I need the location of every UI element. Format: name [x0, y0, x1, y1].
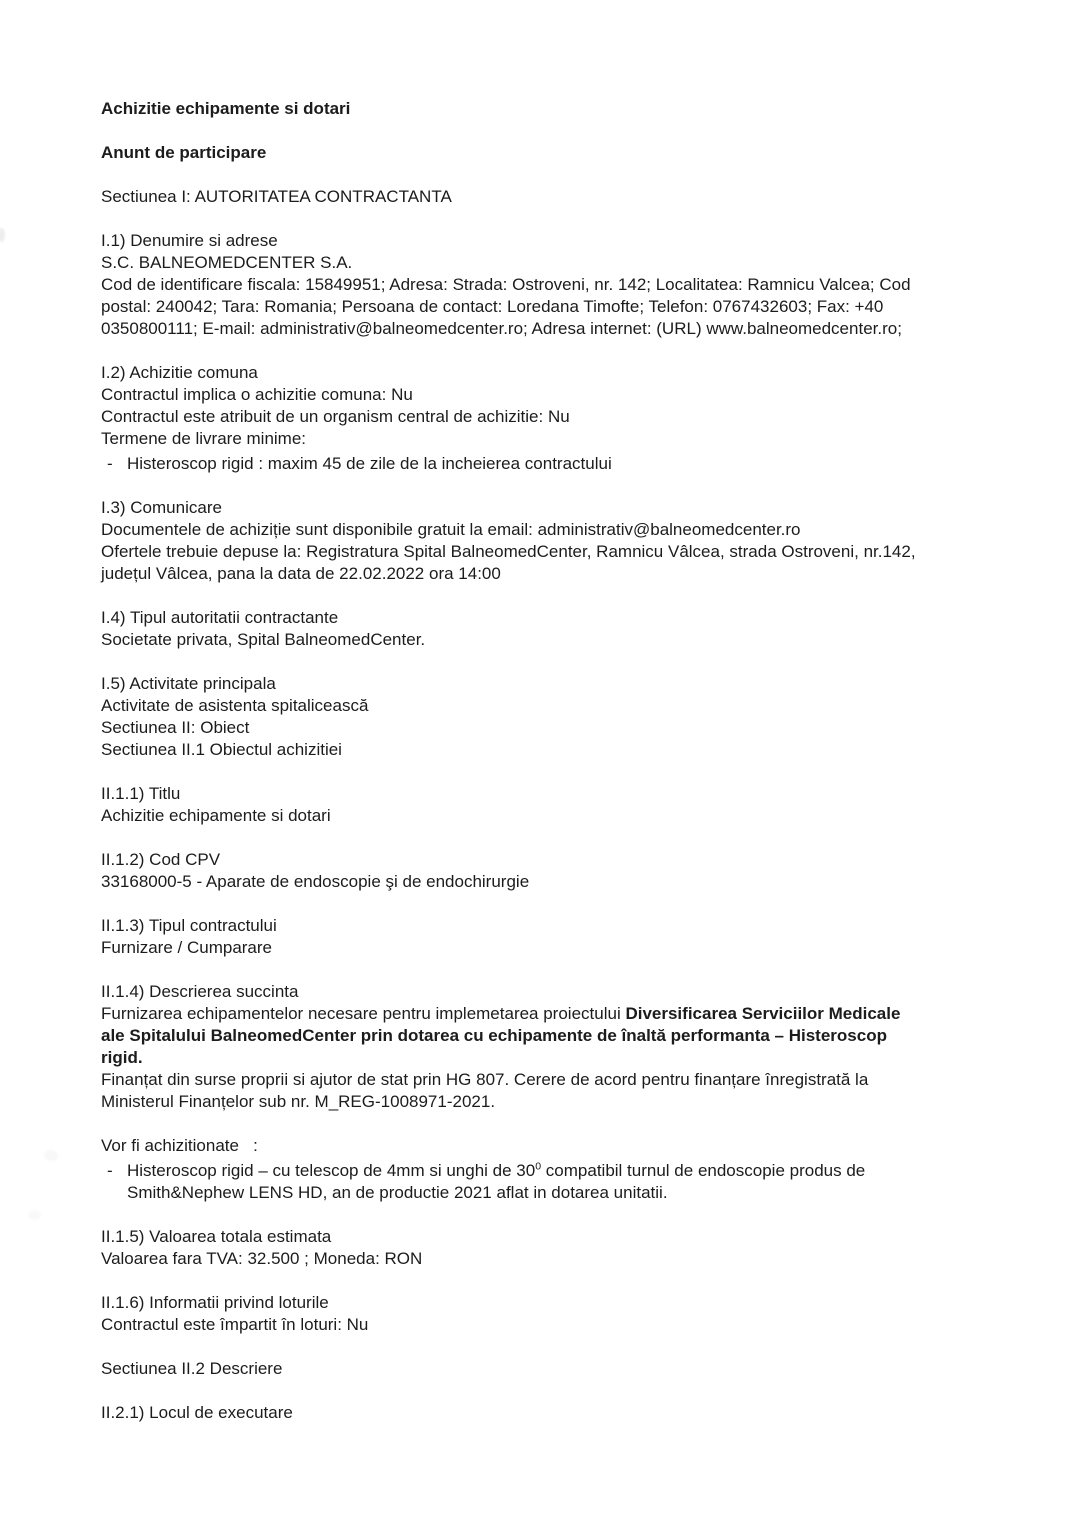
subsection-heading: I.5) Activitate principala — [101, 674, 276, 693]
doc-line: postal: 240042; Tara: Romania; Persoana de contact: Loredana Timofte; Telefon: 0767432603; Fax: +40 — [101, 297, 884, 316]
bullet-dash: - — [107, 454, 113, 473]
doc-line: Achizitie echipamente si dotari — [101, 806, 331, 825]
acquisition-list — [101, 1135, 1007, 1204]
doc-line: județul Vâlcea, pana la data de 22.02.2022 ora 14:00 — [101, 564, 501, 583]
doc-line: Termene de livrare minime: — [101, 429, 307, 448]
subsection-heading: I.4) Tipul autoritatii contractante — [101, 608, 339, 627]
doc-line: Documentele de achiziție sunt disponibile gratuit la email: administrativ@balneomedcenter.ro — [101, 520, 801, 539]
document-title: Achizitie echipamente si dotari — [101, 99, 351, 118]
doc-line: Cod de identificare fiscala: 15849951; Adresa: Strada: Ostroveni, nr. 142; Localitatea: Ramnicu Valcea; Cod — [101, 275, 911, 294]
doc-line: Ofertele trebuie depuse la: Registratura Spital BalneomedCenter, Ramnicu Vâlcea, strada Ostroveni, nr.142, — [101, 542, 916, 561]
section-heading: Sectiunea II.2 Descriere — [101, 1359, 283, 1378]
title-block — [101, 98, 1007, 120]
subsection-heading: II.1.4) Descrierea succinta — [101, 982, 299, 1001]
doc-line — [127, 1160, 1007, 1182]
section-i2 — [101, 362, 1007, 475]
scan-artifact — [28, 1210, 41, 1220]
list-item — [101, 1160, 1007, 1204]
doc-line: S.C. BALNEOMEDCENTER S.A. — [101, 253, 353, 272]
section-i3 — [101, 497, 1007, 585]
doc-line: Sectiunea II.1 Obiectul achizitiei — [101, 740, 342, 759]
section-ii16 — [101, 1292, 1007, 1336]
doc-text: compatibil turnul de endoscopie produs de — [541, 1161, 866, 1180]
doc-text: Furnizarea echipamentelor necesare pentru implemetarea proiectului — [101, 1004, 626, 1023]
doc-line: Furnizare / Cumparare — [101, 938, 273, 957]
subsection-heading: II.1.2) Cod CPV — [101, 850, 221, 869]
section-i5 — [101, 673, 1007, 761]
doc-line: Sectiunea II: Obiect — [101, 718, 250, 737]
section-i1 — [101, 230, 1007, 340]
list-item-text: Histeroscop rigid : maxim 45 de zile de la incheierea contractului — [127, 454, 612, 473]
doc-line: Vor fi achizitionate : — [101, 1136, 258, 1155]
list-item-text — [127, 1160, 1007, 1204]
doc-line: Contractul este împartit în loturi: Nu — [101, 1315, 369, 1334]
doc-line — [101, 1003, 1007, 1025]
superscript-zero: 0 — [535, 1160, 542, 1173]
subsection-heading: II.1.5) Valoarea totala estimata — [101, 1227, 332, 1246]
doc-text-bold: Diversificarea Serviciilor Medicale — [625, 1004, 901, 1023]
doc-line: Ministerul Finanțelor sub nr. M_REG-1008971-2021. — [101, 1092, 496, 1111]
section-heading: Sectiunea I: AUTORITATEA CONTRACTANTA — [101, 187, 452, 206]
subsection-heading: II.2.1) Locul de executare — [101, 1403, 293, 1422]
subtitle-block — [101, 142, 1007, 164]
subsection-heading: I.2) Achizitie comuna — [101, 363, 258, 382]
section-i-header-block — [101, 186, 1007, 208]
doc-line: Societate privata, Spital BalneomedCenter. — [101, 630, 426, 649]
section-ii15 — [101, 1226, 1007, 1270]
doc-line: Smith&Nephew LENS HD, an de productie 2021 aflat in dotarea unitatii. — [127, 1183, 668, 1202]
section-ii21 — [101, 1402, 1007, 1424]
scan-artifact — [0, 228, 5, 242]
doc-line: Finanțat din surse proprii si ajutor de stat prin HG 807. Cerere de acord pentru finanțare înregistrată la — [101, 1070, 869, 1089]
doc-line: ale Spitalului BalneomedCenter prin dotarea cu echipamente de înaltă performanta – Histeroscop — [101, 1026, 887, 1045]
doc-text: Histeroscop rigid – cu telescop de 4mm si unghi de 30 — [127, 1161, 536, 1180]
doc-line: Activitate de asistenta spitalicească — [101, 696, 369, 715]
doc-line: Contractul este atribuit de un organism central de achizitie: Nu — [101, 407, 570, 426]
subsection-heading: I.1) Denumire si adrese — [101, 231, 278, 250]
subsection-heading: II.1.1) Titlu — [101, 784, 181, 803]
section-i4 — [101, 607, 1007, 651]
scan-artifact — [44, 1150, 58, 1161]
bullet-dash: - — [107, 1161, 113, 1180]
section-ii11 — [101, 783, 1007, 827]
section-ii12 — [101, 849, 1007, 893]
doc-line: 33168000-5 - Aparate de endoscopie şi de endochirurgie — [101, 872, 530, 891]
doc-line: 0350800111; E-mail: administrativ@balneomedcenter.ro; Adresa internet: (URL) www.balneomedcenter.ro; — [101, 319, 902, 338]
subsection-heading: II.1.6) Informatii privind loturile — [101, 1293, 329, 1312]
section-ii2-header-block — [101, 1358, 1007, 1380]
subsection-heading: I.3) Comunicare — [101, 498, 222, 517]
doc-line: Contractul implica o achizitie comuna: Nu — [101, 385, 413, 404]
section-ii14 — [101, 981, 1007, 1113]
subsection-heading: II.1.3) Tipul contractului — [101, 916, 277, 935]
doc-line: rigid. — [101, 1048, 143, 1067]
section-ii13 — [101, 915, 1007, 959]
list-item — [101, 453, 1007, 475]
doc-line: Valoarea fara TVA: 32.500 ; Moneda: RON — [101, 1249, 423, 1268]
document-subtitle: Anunt de participare — [101, 143, 267, 162]
